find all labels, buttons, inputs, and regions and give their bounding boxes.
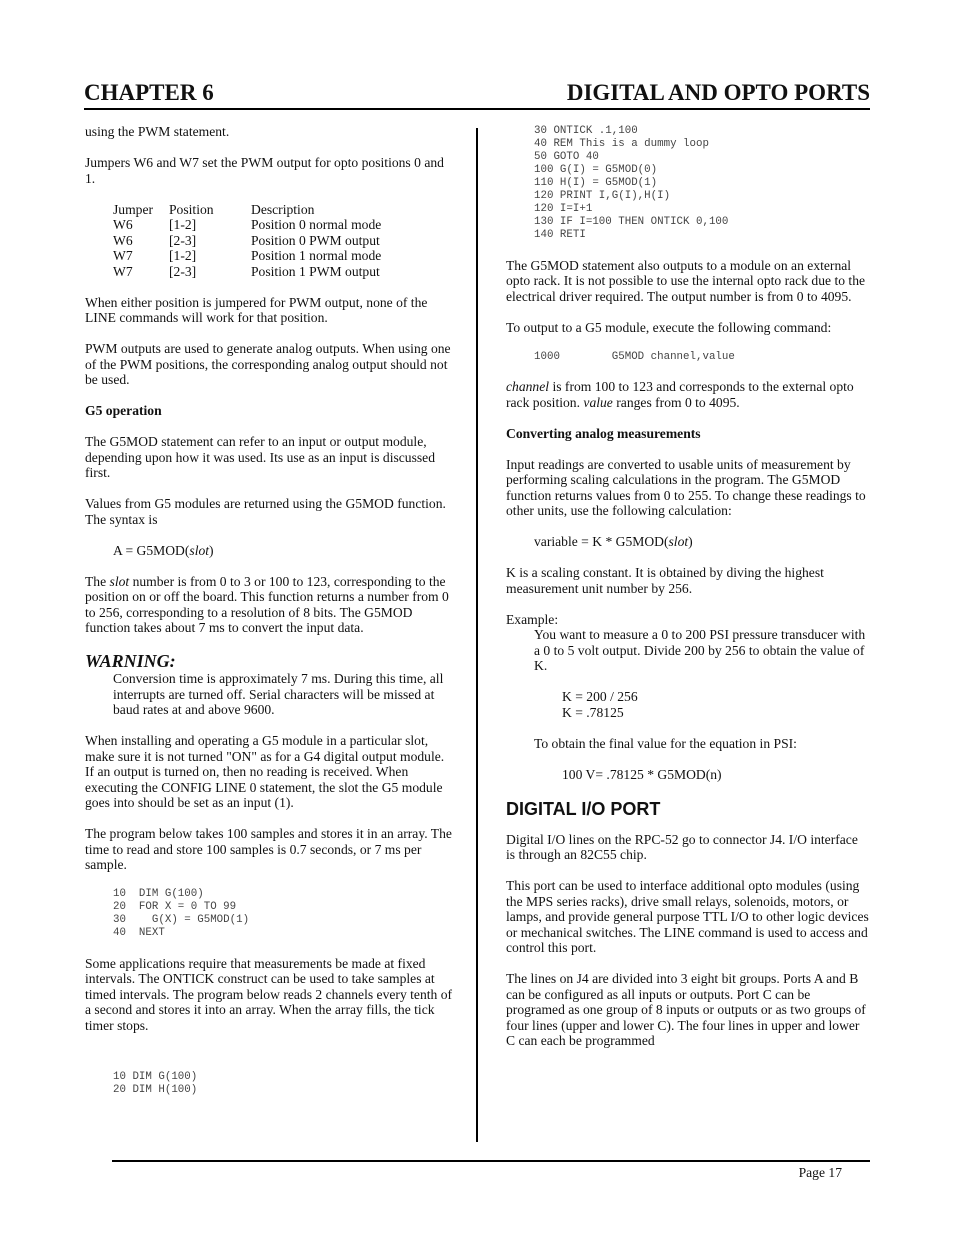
k-line: K = .78125 <box>562 704 624 720</box>
table-row <box>113 248 381 264</box>
k-line: K = 200 / 256 <box>562 689 638 704</box>
paragraph <box>506 379 870 410</box>
example-text: You want to measure a 0 to 200 PSI pressure transducer with a 0 to 5 volt output. Divide 200 by 256 to obtain the value of K. <box>534 627 866 673</box>
calculation-line <box>506 534 870 550</box>
syntax-line <box>85 543 455 559</box>
paragraph: To obtain the final value for the equation in PSI: <box>534 735 797 751</box>
left-column <box>85 124 455 1113</box>
paragraph <box>85 574 455 636</box>
emphasis: slot <box>109 573 130 589</box>
code-block: 1000 G5MOD channel,value <box>534 350 735 363</box>
syntax-text: ) <box>209 542 214 558</box>
warning-text: Conversion time is approximately 7 ms. During this time, all interrupts are turned off. Serial characters will be missed at baud rates at and above 9600. <box>113 671 444 717</box>
jumper-table <box>113 202 381 280</box>
chapter-label: CHAPTER 6 <box>84 80 214 105</box>
table-cell: W6 <box>113 232 133 248</box>
paragraph: Values from G5 modules are returned using the G5MOD function. The syntax is <box>85 496 446 527</box>
formula-line: 100 V= .78125 * G5MOD(n) <box>562 766 722 782</box>
table-cell: Position 0 PWM output <box>251 232 380 248</box>
text-run: variable = K * G5MOD( <box>534 534 669 549</box>
paragraph: The lines on J4 are divided into 3 eight bit groups. Ports A and B can be configured as all inputs or outputs. Port C can be programed as one group of 8 inputs or outputs or as two groups of four lines (upper and lower C). The four lines in upper and lower C can each be programmed <box>506 971 866 1048</box>
page-header <box>84 78 870 110</box>
text-run: ) <box>688 534 693 549</box>
warning-title: WARNING: <box>85 651 176 671</box>
table-cell: W7 <box>113 248 133 263</box>
paragraph: This port can be used to interface additional opto modules (using the MPS series racks), drive small relays, solenoids, motors, or lamps, and provide general purpose TTL I/O to other logic devices or mechanical switches. The LINE command is used to access and control this port. <box>506 878 869 955</box>
syntax-text: A = G5MOD( <box>113 542 190 558</box>
page-number: Page 17 <box>798 1165 842 1180</box>
paragraph: using the PWM statement. <box>85 124 230 139</box>
code-block: 30 ONTICK .1,100 40 REM This is a dummy loop 50 GOTO 40 100 G(I) = G5MOD(0) 110 H(I) = G5MOD(1) 120 PRINT I,G(I),H(I) 120 I=I+1 130 IF I=100 THEN ONTICK 0,100 140 RETI <box>534 125 729 241</box>
section-heading-converting: Converting analog measurements <box>506 425 701 441</box>
example-label: Example: <box>506 611 559 627</box>
table-cell: W6 <box>113 217 133 232</box>
table-row <box>113 217 381 233</box>
syntax-arg: slot <box>189 542 210 558</box>
code-block: 10 DIM G(100) 20 DIM H(100) <box>113 1071 198 1096</box>
table-cell: [1-2] <box>169 248 197 263</box>
emphasis: channel <box>506 379 550 394</box>
table-cell: Position 0 normal mode <box>251 217 382 232</box>
table-row <box>113 233 381 249</box>
paragraph: To output to a G5 module, execute the following command: <box>506 319 832 335</box>
paragraph: When installing and operating a G5 module in a particular slot, make sure it is not turned "ON" as for a G4 digital output module. If an output is turned on, then no reading is received. When executing the CONFIG LINE 0 statement, the slot the G5 module goes into should be set as an input (1). <box>85 733 445 810</box>
text-run: number is from 0 to 3 or 100 to 123, corresponding to the position on or off the board. This function returns a number from 0 to 256, corresponding to a resolution of 8 bits. The G5MOD function takes about 7 ms to convert the input data. <box>85 573 449 635</box>
paragraph: Jumpers W6 and W7 set the PWM output for opto positions 0 and 1. <box>85 155 444 186</box>
paragraph: Input readings are converted to usable units of measurement by performing scaling calculations in the program. The G5MOD function returns values from 0 to 255. To change these readings to other units, use the following calculation: <box>506 456 866 518</box>
text-run: ranges from 0 to 4095. <box>612 394 740 410</box>
table-cell: [1-2] <box>169 217 197 232</box>
emphasis: value <box>583 394 613 410</box>
paragraph: PWM outputs are used to generate analog outputs. When using one of the PWM positions, the corresponding analog output should not be used. <box>85 341 451 387</box>
paragraph: Digital I/O lines on the RPC-52 go to connector J4. I/O interface is through an 82C55 chip. <box>506 831 858 862</box>
table-header-cell: Position <box>169 201 214 217</box>
right-column <box>506 124 870 1064</box>
table-header-cell: Description <box>251 201 315 217</box>
paragraph: K is a scaling constant. It is obtained by diving the highest measurement unit number by 256. <box>506 565 824 596</box>
table-cell: Position 1 normal mode <box>251 248 382 263</box>
emphasis: slot <box>668 534 689 549</box>
paragraph: The program below takes 100 samples and stores it in an array. The time to read and store 100 samples is 0.7 seconds, or 7 ms per sample. <box>85 826 452 872</box>
paragraph: Some applications require that measurements be made at fixed intervals. The ONTICK construct can be used to take samples at timed intervals. The program below reads 2 channels every tenth of a second and stores it into an array. When the array fills, the tick timer stops. <box>85 955 453 1033</box>
paragraph: When either position is jumpered for PWM output, none of the LINE commands will work for that position. <box>85 294 428 325</box>
page-footer <box>112 1160 870 1180</box>
text-run: is from 100 to 123 and corresponds to the external opto rack position. <box>506 379 854 410</box>
table-cell: [2-3] <box>169 263 197 279</box>
table-cell: [2-3] <box>169 232 197 248</box>
paragraph: The G5MOD statement can refer to an input or output module, depending upon how it was used. Its use as an input is discussed first. <box>85 434 435 480</box>
paragraph: The G5MOD statement also outputs to a module on an external opto rack. It is not possible to use the internal opto rack due to the electrical driver required. The output number is from 0 to 4095. <box>506 257 866 304</box>
table-row <box>113 264 381 280</box>
table-header-row <box>113 202 381 218</box>
column-divider <box>476 128 478 1142</box>
table-header-cell: Jumper <box>113 201 154 217</box>
table-cell: Position 1 PWM output <box>251 263 380 279</box>
section-heading-digital-io: DIGITAL I/O PORT <box>506 798 661 819</box>
code-block: 10 DIM G(100) 20 FOR X = 0 TO 99 30 G(X) = G5MOD(1) 40 NEXT <box>113 888 250 939</box>
chapter-title: DIGITAL AND OPTO PORTS <box>566 80 870 105</box>
table-cell: W7 <box>113 263 133 279</box>
text-run: The <box>85 573 110 589</box>
section-heading-g5-operation: G5 operation <box>85 403 162 418</box>
